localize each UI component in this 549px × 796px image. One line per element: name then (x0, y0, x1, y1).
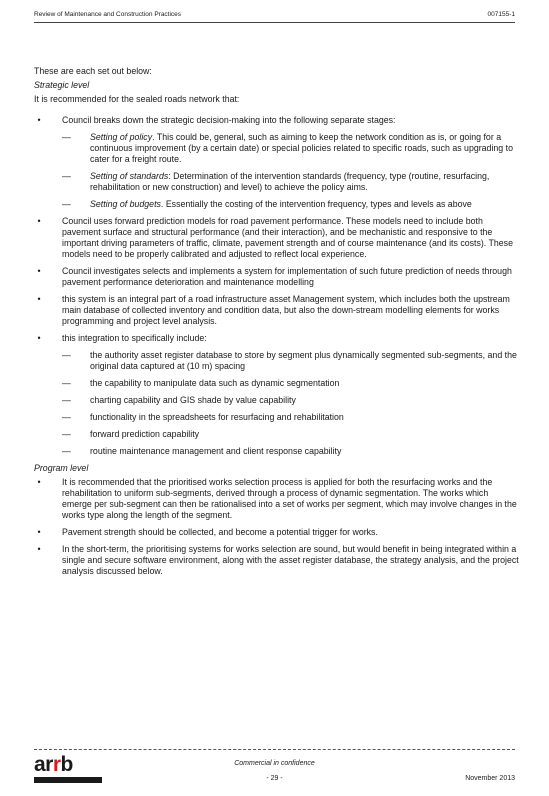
header-reference: 007155-1 (487, 11, 515, 18)
dash-marker: — (62, 378, 71, 388)
dash-marker: — (62, 199, 71, 209)
bullet-item (34, 266, 520, 288)
footer-divider (34, 749, 515, 750)
header-title: Review of Maintenance and Construction Practices (34, 11, 182, 18)
bullet-item (34, 216, 520, 260)
dash-marker: — (62, 412, 71, 422)
sub-item-text: forward prediction capability (90, 429, 200, 439)
sub-item-text: Essentially the costing of the intervention frequency, types and levels as above (165, 199, 472, 209)
sub-item-text: the authority asset register database to store by segment plus dynamically segmented sub-segments, and the original data captured at (10 m) spacing (90, 350, 517, 371)
sub-item-label: Setting of budgets (90, 199, 161, 209)
strategic-lead: It is recommended for the sealed roads network that: (34, 94, 240, 104)
strategic-heading: Strategic level (34, 80, 90, 90)
dash-marker: — (62, 350, 71, 360)
sub-item (62, 378, 520, 389)
sub-item-text: charting capability and GIS shade by value capability (90, 395, 296, 405)
footer-date: November 2013 (465, 775, 515, 782)
sub-item-text: functionality in the spreadsheets for resurfacing and rehabilitation (90, 412, 344, 422)
sub-item-text: the capability to manipulate data such as dynamic segmentation (90, 378, 340, 388)
bullet-item (34, 333, 520, 344)
bullet-item (34, 477, 520, 521)
bullet-marker: • (37, 115, 41, 125)
document-body (34, 66, 520, 583)
bullet-text: Pavement strength should be collected, and become a potential trigger for works. (62, 527, 378, 537)
sub-item: — Setting of standards: Determination of the intervention standards (frequency, type (routine, resurfacing, rehabilitation or new construction) and level) to achieve the policy aims. (62, 171, 490, 192)
page-number: - 29 - (266, 775, 283, 782)
bullet-marker: • (37, 266, 41, 276)
page-header (34, 10, 515, 23)
sub-item (62, 395, 520, 406)
bullet-text: It is recommended that the prioritised works selection process is applied for both the resurfacing works and the rehabilitation to uniform sub-segments, derived through a process of dynamic segmentation. The works which emerge per sub-segment can then be rationalised into a set of works per segment, which may involve changes in the works type along the length of the segment. (62, 477, 517, 520)
bullet-text: Council investigates selects and implements a system for implementation of such future prediction of needs through pavement performance deterioration and maintenance modelling (62, 266, 512, 287)
dash-marker: — (62, 132, 71, 142)
dash-marker: — (62, 446, 71, 456)
footer-confidential: Commercial in confidence (234, 760, 315, 767)
sub-item: — Setting of budgets. Essentially the costing of the intervention frequency, types and levels as above (62, 199, 472, 209)
bullet-text: this integration to specifically include: (62, 333, 207, 343)
bullet-marker: • (37, 527, 41, 537)
sub-item-label: Setting of standards (90, 171, 169, 181)
program-heading: Program level (34, 463, 89, 473)
sub-item (62, 412, 520, 423)
sub-item-text: routine maintenance management and client response capability (90, 446, 342, 456)
sub-item-text: This could be, general, such as aiming to keep the network condition as is, or going for a continuous improvement (by a certain date) or special policies related to specific roads, such as upgrading to cater for a freight route. (90, 132, 513, 164)
bullet-item (34, 544, 520, 577)
bullet-item (34, 294, 520, 327)
bullet-marker: • (37, 216, 41, 226)
bullet-marker: • (37, 544, 41, 554)
bullet-text: Council breaks down the strategic decision-making into the following separate stages: (62, 115, 396, 125)
logo-wordmark: arrb (34, 753, 73, 776)
bullet-marker: • (37, 477, 41, 487)
sub-item (62, 350, 520, 372)
bullet-marker: • (37, 294, 41, 304)
dash-marker: — (62, 395, 71, 405)
sub-item-label: Setting of policy (90, 132, 153, 142)
bullet-item (34, 115, 520, 126)
bullet-marker: • (37, 333, 41, 343)
sub-item (62, 446, 520, 457)
dash-marker: — (62, 171, 71, 181)
sub-item-text: Determination of the intervention standards (frequency, type (routine, resurfacing, rehabilitation or new construction) and level) to achieve the policy aims. (90, 171, 490, 192)
bullet-text: Council uses forward prediction models for road pavement performance. These models need to include both pavement surface and structural performance (and their interaction), and be mechanistic and responsive to the important driving parameters of traffic, climate, pavement strength and of course maintenance (and its costs). These models need to be properly calibrated and adjusted to reflect local experience. (62, 216, 513, 259)
intro-text: These are each set out below: (34, 66, 152, 76)
bullet-item (34, 527, 520, 538)
bullet-text: this system is an integral part of a road infrastructure asset Management system, which includes both the upstream main database of collected inventory and condition data, but also the down-stream modelling elements for works programming and project level analysis. (62, 294, 510, 326)
bullet-text: In the short-term, the prioritising systems for works selection are sound, but would benefit in being integrated within a single and secure software environment, along with the asset register database, the strategy analysis, and the project analysis discussed below. (62, 544, 519, 576)
dash-marker: — (62, 429, 71, 439)
sub-item: — Setting of policy. This could be, general, such as aiming to keep the network condition as is, or going for a continuous improvement (by a certain date) or special policies related to specific roads, such as upgrading to cater for a freight route. (62, 132, 513, 164)
sub-item (62, 429, 520, 440)
